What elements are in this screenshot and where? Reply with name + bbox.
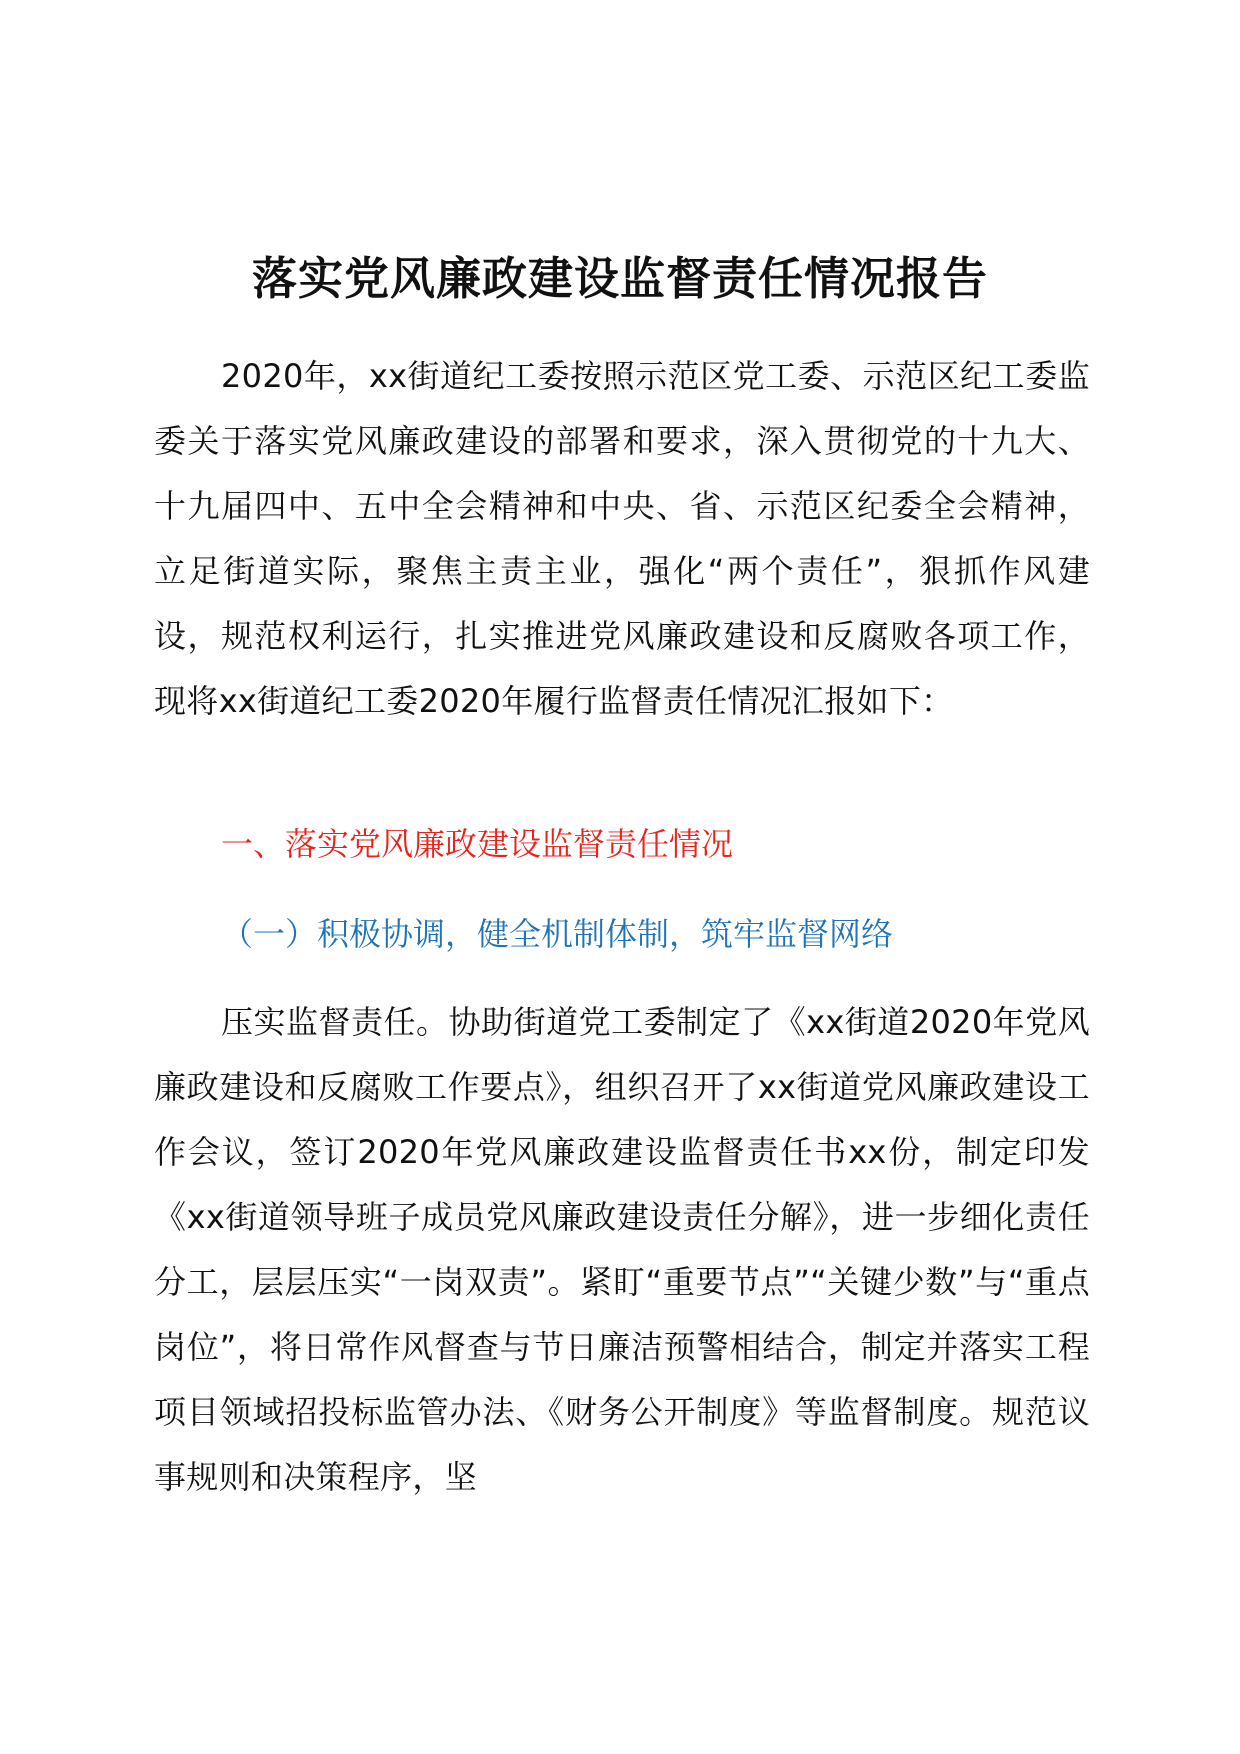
- subsection-heading: （一）积极协调，健全机制体制，筑牢监督网络: [221, 915, 894, 953]
- intro-paragraph: 2020年，xx街道纪工委按照示范区党工委、示范区纪工委监委关于落实党风廉政建设的部署和要求，深入贯彻党的十九大、十九届四中、五中全会精神和中央、省、示范区纪委全会精神，立足街道实际，聚焦主责主业，强化“两个责任”，狠抓作风建设，规范权利运行，扎实推进党风廉政建设和反腐败各项工作，现将xx街道纪工委2020年履行监督责任情况汇报如下：: [154, 357, 1090, 720]
- document-title: 落实党风廉政建设监督责任情况报告: [251, 252, 988, 305]
- section-heading: 一、落实党风廉政建设监督责任情况: [221, 825, 734, 863]
- subsection-paragraph: 压实监督责任。协助街道党工委制定了《xx街道2020年党风廉政建设和反腐败工作要点》，组织召开了xx街道党风廉政建设工作会议，签订2020年党风廉政建设监督责任书xx份，制定印发《xx街道领导班子成员党风廉政建设责任分解》，进一步细化责任分工，层层压实“一岗双责”。紧盯“重要节点”“关键少数”与“重点岗位”，将日常作风督查与节日廉洁预警相结合，制定并落实工程项目领域招投标监管办法、《财务公开制度》等监督制度。规范议事规则和决策程序，坚: [154, 1003, 1090, 1496]
